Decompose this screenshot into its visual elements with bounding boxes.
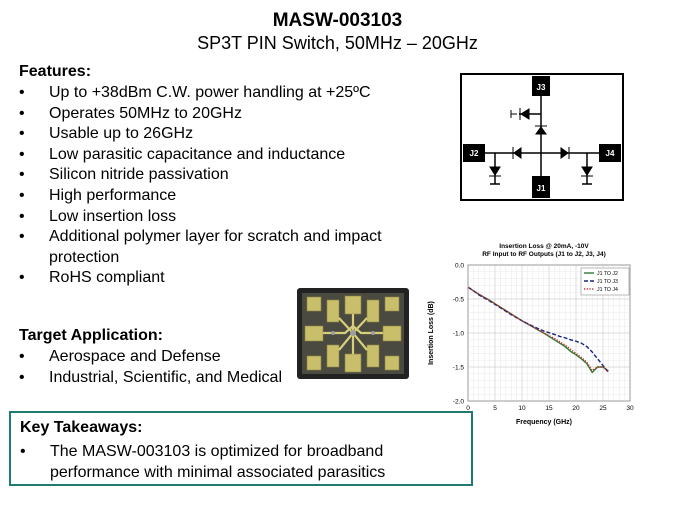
list-item: • High performance: [19, 186, 411, 207]
target-list: [19, 347, 294, 388]
slide-title: [0, 10, 675, 54]
insertion-loss-chart: [424, 240, 639, 430]
list-item: • Usable up to 26GHz: [19, 124, 411, 145]
y-tick-label: -2.0: [452, 398, 464, 406]
target-heading: Target Application:: [19, 327, 163, 344]
list-item: • Operates 50MHz to 20GHz: [19, 104, 411, 125]
x-tick-label: 20: [572, 405, 580, 412]
x-tick-label: 5: [493, 405, 497, 412]
list-item: • The MASW-003103 is optimized for broadband performance with minimal associated parasitics: [20, 442, 470, 483]
takeaways-heading: Key Takeaways:: [20, 419, 143, 436]
x-tick-label: 10: [518, 405, 526, 412]
list-item: • Silicon nitride passivation: [19, 165, 411, 186]
x-tick-label: 25: [599, 405, 607, 412]
y-tick-label: -1.5: [452, 364, 464, 372]
port-j4-label: J4: [605, 149, 615, 158]
list-item: • Industrial, Scientific, and Medical: [19, 368, 294, 389]
list-item: • Low insertion loss: [19, 207, 411, 228]
y-tick-label: 0.0: [454, 262, 464, 270]
chart-subtitle: RF Input to RF Outputs (J1 to J2, J3, J4): [482, 251, 606, 258]
y-tick-label: -0.5: [452, 296, 464, 304]
list-item: • Aerospace and Defense: [19, 347, 294, 368]
chart-ylabel: Insertion Loss (dB): [428, 301, 435, 365]
key-takeaways-box: [9, 411, 473, 486]
legend-label: J1 TO J3: [597, 279, 618, 285]
port-j1-label: J1: [536, 184, 546, 193]
part-number: MASW-003103: [272, 10, 403, 31]
legend-label: J1 TO J4: [597, 287, 618, 293]
switch-schematic: [459, 72, 626, 202]
part-description: SP3T PIN Switch, 50MHz – 20GHz: [197, 33, 478, 53]
chart-xlabel: Frequency (GHz): [515, 419, 573, 426]
list-item: • Low parasitic capacitance and inductance: [19, 145, 411, 166]
list-item: • RoHS compliant: [19, 268, 411, 289]
x-tick-label: 15: [545, 405, 553, 412]
port-j2-label: J2: [469, 149, 479, 158]
legend-label: J1 TO J2: [597, 271, 618, 277]
port-j3-label: J3: [536, 83, 546, 92]
die-photo: [297, 288, 409, 379]
x-tick-label: 0: [466, 405, 470, 412]
takeaways-list: [20, 442, 470, 483]
list-item: • Up to +38dBm C.W. power handling at +25ºC: [19, 83, 411, 104]
list-item: • Additional polymer layer for scratch and impact protection: [19, 227, 411, 268]
features-list: [19, 83, 411, 289]
y-tick-label: -1.0: [452, 330, 464, 338]
chart-title: Insertion Loss @ 20mA, -10V: [499, 243, 589, 250]
x-tick-label: 30: [626, 405, 634, 412]
features-heading: Features:: [19, 63, 92, 80]
